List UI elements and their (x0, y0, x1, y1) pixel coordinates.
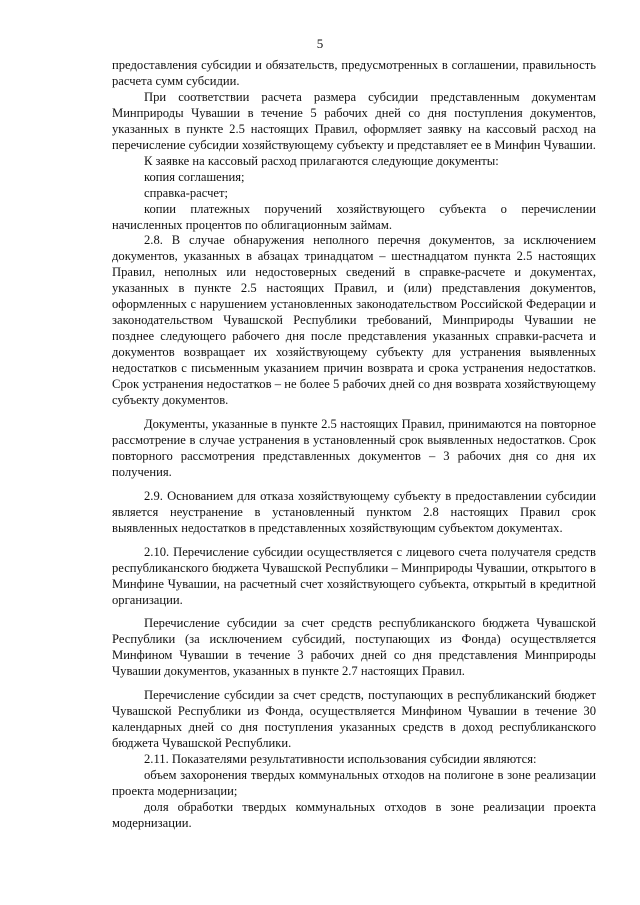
paragraph: копия соглашения; (144, 169, 245, 184)
paragraph: Перечисление субсидии за счет средств республиканского бюджета Чувашской Республики (за исключением субсидий, поступающих из Фонда) осуществляется Минфином Чувашии в течение 3 рабочих дней со дня представления Минприроды Чувашии документов, указанных в пункте 2.7 настоящих Правил. (112, 616, 596, 679)
paragraph: 2.10. Перечисление субсидии осуществляется с лицевого счета получателя средств республиканского бюджета Чувашской Республики – Минприроды Чувашии, открытого в Минфине Чувашии, на расчетный счет хозяйствующего субъекта, открытый в кредитной организации. (112, 544, 596, 607)
paragraph: Документы, указанные в пункте 2.5 настоящих Правил, принимаются на повторное рассмотрение в случае устранения в установленный срок выявленных недостатков. Срок повторного рассмотрения представленных документов – 3 рабочих дня со дня их получения. (112, 416, 596, 479)
paragraph: доля обработки твердых коммунальных отходов в зоне реализации проекта модернизации. (112, 799, 596, 830)
paragraph: К заявке на кассовый расход прилагаются следующие документы: (144, 153, 499, 168)
paragraph: объем захоронения твердых коммунальных отходов на полигоне в зоне реализации проекта модернизации; (112, 768, 596, 798)
paragraph: справка-расчет; (144, 185, 229, 200)
paragraph: 2.9. Основанием для отказа хозяйствующему субъекту в предоставлении субсидии является неустранение в установленный пунктом 2.8 настоящих Правил срок выявленных недостатков в представленных хозяйствующим субъектом документах. (112, 488, 596, 535)
paragraph: 2.8. В случае обнаружения неполного перечня документов, за исключением документов, указанных в абзацах тринадцатом – шестнадцатом пункта 2.5 настоящих Правил, неполных или недостоверных сведений в справке-расчете и документах, указанных в пункте 2.5 настоящих Правил, и (или) представления документов, оформленных с нарушением установленных законодательством Российской Федерации и законодательством Чувашской Республики требований, Минприроды Чувашии не позднее следующего рабочего дня после представления указанных справки-расчета и документов возвращает их хозяйствующему субъекту для устранения выявленных недостатков с письменным указанием причин возврата и срока устранения недостатков. Срок устранения недостатков – не более 5 рабочих дней со дня возврата хозяйствующему субъекту документов. (112, 233, 596, 408)
page-number: 5 (316, 36, 324, 51)
paragraph: копии платежных поручений хозяйствующего субъекта о перечислении начисленных процентов по облигационным займам. (112, 201, 596, 232)
paragraph: Перечисление субсидии за счет средств, поступающих в республиканский бюджет Чувашской Республики из Фонда, осуществляется Минфином Чувашии в течение 30 календарных дней со дня поступления указанных средств в доход республиканского бюджета Чувашской Республики. (112, 688, 596, 751)
paragraph: 2.11. Показателями результативности использования субсидии являются: (144, 752, 537, 767)
paragraph: При соответствии расчета размера субсидии представленным документам Минприроды Чувашии в течение 5 рабочих дней со дня поступления документов, указанных в пункте 2.5 настоящих Правил, оформляет заявку на кассовый расход на перечисление субсидии хозяйствующему субъекту и представляет ее в Минфин Чувашии. (112, 89, 596, 152)
document-body (112, 58, 596, 832)
paragraph: предоставления субсидии и обязательств, предусмотренных в соглашении, правильность расчета сумм субсидии. (112, 58, 596, 88)
